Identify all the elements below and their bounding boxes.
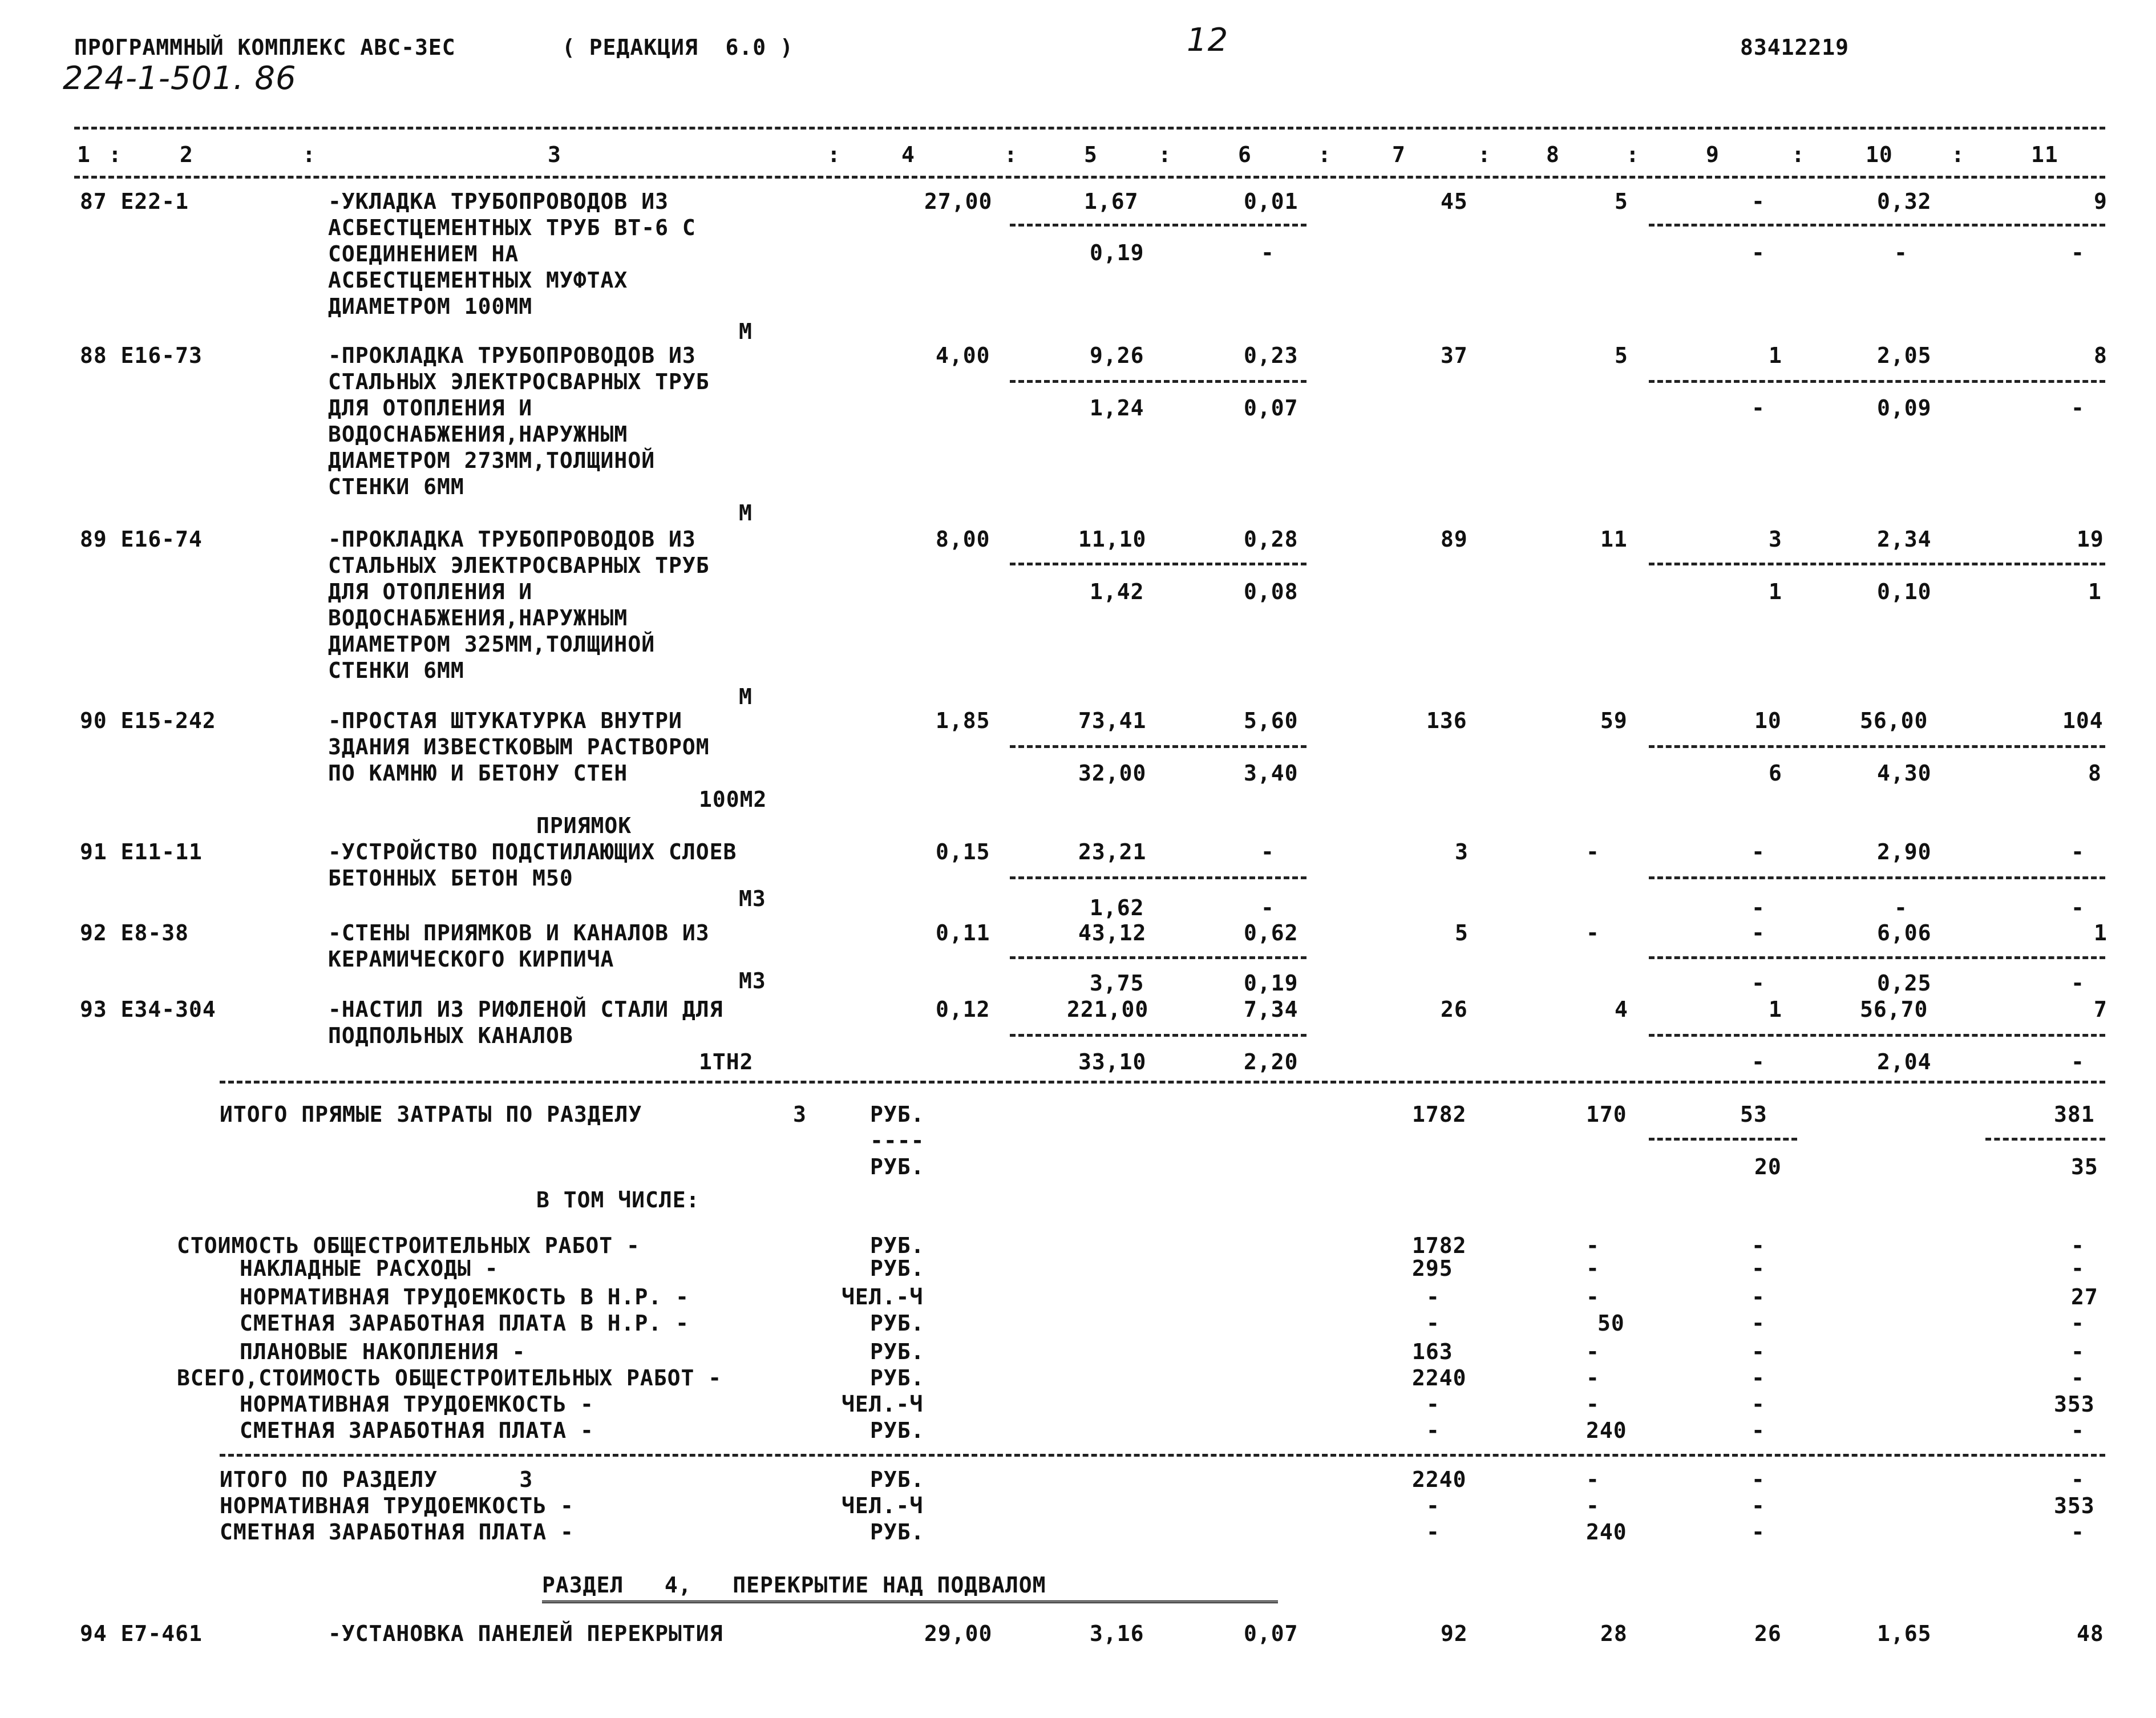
cost-machines-sub: -: [1752, 395, 1765, 421]
unit: 100М2: [699, 787, 767, 812]
subsection-title: ПРИЯМОК: [536, 813, 632, 838]
row-description: ЗДАНИЯ ИЗВЕСТКОВЫМ РАСТВОРОМ: [328, 734, 710, 759]
row-number: 90 Е15-242: [80, 708, 216, 733]
col-sep: :: [1158, 142, 1172, 167]
cell-rule: [1649, 1034, 2105, 1037]
price-machines: 0,01: [1244, 189, 1299, 214]
cost-machines: -: [1752, 1233, 1765, 1258]
labor-total-sub: -: [2071, 240, 2085, 265]
row-description: -ПРОСТАЯ ШТУКАТУРКА ВНУТРИ: [328, 708, 682, 733]
cost-total: 2240: [1412, 1467, 1467, 1492]
cost-label: НОРМАТИВНАЯ ТРУДОЕМКОСТЬ В Н.Р. -: [240, 1284, 689, 1309]
price-machines: 5,60: [1244, 708, 1299, 733]
cost-label: ПЛАНОВЫЕ НАКОПЛЕНИЯ -: [240, 1339, 526, 1364]
cost-total: -: [1426, 1418, 1440, 1443]
cost-total: 37: [1441, 343, 1468, 368]
labor-sub: 0,10: [1877, 579, 1932, 604]
cost-machines: 53: [1740, 1102, 1767, 1127]
labor-sub: 4,30: [1877, 761, 1932, 786]
price-machines: 7,34: [1244, 997, 1299, 1022]
row-description: -УСТАНОВКА ПАНЕЛЕЙ ПЕРЕКРЫТИЯ: [328, 1621, 723, 1646]
unit: М: [739, 500, 753, 525]
cost-wages: 4: [1615, 997, 1628, 1022]
cost-total: 89: [1441, 527, 1468, 552]
cell-rule: [1010, 745, 1306, 748]
cost-wages: -: [1586, 1339, 1600, 1364]
cost-total: 1782: [1412, 1233, 1467, 1258]
program-name: ПРОГРАММНЫЙ КОМПЛЕКС АВС-ЗЕС: [74, 35, 456, 60]
quantity: 8,00: [936, 527, 990, 552]
labor-total-sub: -: [2071, 395, 2085, 421]
row-description: -ПРОКЛАДКА ТРУБОПРОВОДОВ ИЗ: [328, 343, 696, 368]
labor: 2,05: [1877, 343, 1932, 368]
cost-wages: -: [1586, 1467, 1600, 1492]
price-machines-sub: -: [1261, 240, 1275, 265]
cell-rule: [1010, 563, 1306, 565]
labor-total: 19: [2077, 527, 2104, 552]
cell-rule: [1010, 380, 1306, 383]
col-5: 5: [1084, 142, 1098, 167]
price-total: 73,41: [1078, 708, 1147, 733]
labor-total: -: [2071, 1233, 2085, 1258]
row-description: БЕТОННЫХ БЕТОН М50: [328, 866, 573, 891]
labor-total-sub: 1: [2088, 579, 2102, 604]
row-number: 89 Е16-74: [80, 527, 203, 552]
labor-total: 27: [2071, 1284, 2098, 1309]
row-description: ДЛЯ ОТОПЛЕНИЯ И: [328, 395, 533, 421]
cost-machines: -: [1752, 1392, 1765, 1417]
unit: М3: [739, 886, 766, 911]
cost-machines: -: [1752, 189, 1765, 214]
labor-sub: 0,25: [1877, 971, 1932, 996]
cost-machines: -: [1752, 1256, 1765, 1281]
cost-label: НОРМАТИВНАЯ ТРУДОЕМКОСТЬ -: [240, 1392, 594, 1417]
cell-rule: [1010, 956, 1306, 959]
cost-machines: -: [1752, 1284, 1765, 1309]
col-10: 10: [1866, 142, 1893, 167]
cost-machines: 10: [1754, 708, 1782, 733]
labor-sub: 0,09: [1877, 395, 1932, 421]
cost-label: СТОИМОСТЬ ОБЩЕСТРОИТЕЛЬНЫХ РАБОТ -: [177, 1233, 640, 1258]
row-description: ВОДОСНАБЖЕНИЯ,НАРУЖНЫМ: [328, 422, 628, 447]
labor-total-sub: -: [2071, 895, 2085, 920]
row-description: СТАЛЬНЫХ ЭЛЕКТРОСВАРНЫХ ТРУБ: [328, 369, 710, 394]
col-2: 2: [180, 142, 193, 167]
labor-total-sub: -: [2071, 1049, 2085, 1074]
row-number: 92 Е8-38: [80, 920, 189, 945]
cost-label: ВСЕГО,СТОИМОСТЬ ОБЩЕСТРОИТЕЛЬНЫХ РАБОТ -: [177, 1365, 722, 1390]
price-total-sub: 1,62: [1090, 895, 1144, 920]
row-number: 88 Е16-73: [80, 343, 203, 368]
labor-total: -: [2071, 839, 2085, 864]
price-total-sub: 1,42: [1090, 579, 1144, 604]
cost-machines-sub: -: [1752, 971, 1765, 996]
price-machines: 0,07: [1244, 1621, 1299, 1646]
price-total: 11,10: [1078, 527, 1147, 552]
row-description: ДИАМЕТРОМ 273ММ,ТОЛЩИНОЙ: [328, 448, 656, 473]
col-7: 7: [1392, 142, 1406, 167]
price-machines-sub: 2,20: [1244, 1049, 1299, 1074]
labor-total: 7: [2094, 997, 2108, 1022]
price-machines-sub: 0,19: [1244, 971, 1299, 996]
cell-rule: [1649, 224, 2105, 227]
cell-rule: [1649, 563, 2105, 565]
labor: 2,90: [1877, 839, 1932, 864]
cost-label: СМЕТНАЯ ЗАРАБОТНАЯ ПЛАТА -: [240, 1418, 594, 1443]
unit: ЧЕЛ.-Ч: [842, 1284, 924, 1309]
row-description: ПО КАМНЮ И БЕТОНУ СТЕН: [328, 761, 628, 786]
cost-total: -: [1426, 1519, 1440, 1545]
price-machines-sub: 3,40: [1244, 761, 1299, 786]
labor-total: 353: [2054, 1493, 2095, 1518]
price-machines-sub: 0,08: [1244, 579, 1299, 604]
col-4: 4: [901, 142, 915, 167]
quantity: 0,11: [936, 920, 990, 945]
labor-total: 381: [2054, 1102, 2095, 1127]
cost-label: НАКЛАДНЫЕ РАСХОДЫ -: [240, 1256, 499, 1281]
row-description: -УСТРОЙСТВО ПОДСТИЛАЮЩИХ СЛОЕВ: [328, 839, 737, 864]
unit: ЧЕЛ.-Ч: [842, 1392, 924, 1417]
labor-total: -: [2071, 1418, 2085, 1443]
labor-total-sub: -: [2071, 971, 2085, 996]
section-heading: РАЗДЕЛ 4, ПЕРЕКРЫТИЕ НАД ПОДВАЛОМ: [542, 1573, 1046, 1598]
cost-machines-sub: 20: [1754, 1154, 1782, 1179]
labor-total: -: [2071, 1256, 2085, 1281]
col-sep: :: [302, 142, 316, 167]
cell-rule: [1649, 745, 2105, 748]
cost-wages: -: [1586, 1365, 1600, 1390]
unit: РУБ.: [870, 1339, 925, 1364]
unit: РУБ.: [870, 1519, 925, 1545]
unit: РУБ.: [870, 1365, 925, 1390]
cost-wages: 59: [1600, 708, 1628, 733]
cell-rule: [1649, 876, 2105, 879]
labor-total: 9: [2094, 189, 2108, 214]
col-9: 9: [1706, 142, 1720, 167]
labor-total: 48: [2077, 1621, 2104, 1646]
cost-total: 295: [1412, 1256, 1453, 1281]
col-8: 8: [1546, 142, 1560, 167]
unit: РУБ.: [870, 1233, 925, 1258]
price-machines: 0,28: [1244, 527, 1299, 552]
row-description: СТАЛЬНЫХ ЭЛЕКТРОСВАРНЫХ ТРУБ: [328, 553, 710, 578]
price-total-sub: 3,75: [1090, 971, 1144, 996]
cost-total: 92: [1441, 1621, 1468, 1646]
unit: М: [739, 684, 753, 709]
unit: РУБ.: [870, 1154, 925, 1179]
cell-rule: [1010, 1034, 1306, 1037]
labor-sub: 2,04: [1877, 1049, 1932, 1074]
col-sep: :: [1478, 142, 1491, 167]
cost-machines: 3: [1769, 527, 1782, 552]
cost-total: -: [1426, 1493, 1440, 1518]
cost-wages: -: [1586, 1392, 1600, 1417]
row-description: КЕРАМИЧЕСКОГО КИРПИЧА: [328, 947, 614, 972]
cost-wages: -: [1586, 1256, 1600, 1281]
cost-wages: 240: [1586, 1519, 1627, 1545]
cost-wages: -: [1586, 1233, 1600, 1258]
row-number: 94 Е7-461: [80, 1621, 203, 1646]
quantity: 0,12: [936, 997, 990, 1022]
final-label: НОРМАТИВНАЯ ТРУДОЕМКОСТЬ -: [220, 1493, 574, 1518]
cost-total: -: [1426, 1284, 1440, 1309]
unit: М: [739, 319, 753, 344]
row-description: ДЛЯ ОТОПЛЕНИЯ И: [328, 579, 533, 604]
labor: 0,32: [1877, 189, 1932, 214]
section-total-rule: [220, 1081, 2105, 1084]
cost-machines-sub: -: [1752, 895, 1765, 920]
unit-separator: ----: [870, 1128, 925, 1153]
cell-rule: [1649, 956, 2105, 959]
row-description: -СТЕНЫ ПРИЯМКОВ И КАНАЛОВ ИЗ: [328, 920, 710, 945]
col-sep: :: [108, 142, 122, 167]
row-number: 93 Е34-304: [80, 997, 216, 1022]
price-machines: 0,23: [1244, 343, 1299, 368]
labor-sub: -: [1894, 240, 1908, 265]
price-machines-sub: -: [1261, 895, 1275, 920]
unit: РУБ.: [870, 1102, 925, 1127]
row-description: СТЕНКИ 6ММ: [328, 658, 464, 683]
unit: РУБ.: [870, 1418, 925, 1443]
labor-total: -: [2071, 1519, 2085, 1545]
cost-machines: -: [1752, 1418, 1765, 1443]
quantity: 4,00: [936, 343, 990, 368]
cost-total: 26: [1441, 997, 1468, 1022]
price-total: 3,16: [1090, 1621, 1144, 1646]
cost-machines: -: [1752, 1519, 1765, 1545]
cost-wages: 50: [1597, 1311, 1625, 1336]
cell-rule: [1649, 380, 2105, 383]
cost-total: 163: [1412, 1339, 1453, 1364]
col-3: 3: [548, 142, 561, 167]
labor-total: -: [2071, 1339, 2085, 1364]
cost-total: 45: [1441, 189, 1468, 214]
cost-wages: -: [1586, 1493, 1600, 1518]
cost-machines: -: [1752, 839, 1765, 864]
section-final-rule: [220, 1454, 2105, 1457]
cost-machines: 1: [1769, 997, 1782, 1022]
cost-total: -: [1426, 1392, 1440, 1417]
labor-total: 353: [2054, 1392, 2095, 1417]
col-sep: :: [1791, 142, 1805, 167]
row-description: -НАСТИЛ ИЗ РИФЛЕНОЙ СТАЛИ ДЛЯ: [328, 997, 723, 1022]
cost-total: 2240: [1412, 1365, 1467, 1390]
row-description: АСБЕСТЦЕМЕНТНЫХ ТРУБ ВТ-6 С: [328, 215, 696, 240]
labor-total: -: [2071, 1365, 2085, 1390]
cost-wages: 5: [1615, 189, 1628, 214]
price-total-sub: 0,19: [1090, 240, 1144, 265]
cost-wages: 170: [1586, 1102, 1627, 1127]
row-description: СОЕДИНЕНИЕМ НА: [328, 241, 519, 266]
row-description: -ПРОКЛАДКА ТРУБОПРОВОДОВ ИЗ: [328, 527, 696, 552]
cost-label: СМЕТНАЯ ЗАРАБОТНАЯ ПЛАТА В Н.Р. -: [240, 1311, 689, 1336]
col-sep: :: [1626, 142, 1640, 167]
edition-label: ( РЕДАКЦИЯ 6.0 ): [562, 35, 794, 60]
cell-rule: [1010, 224, 1306, 227]
cost-wages: 240: [1586, 1418, 1627, 1443]
row-number: 91 Е11-11: [80, 839, 203, 864]
unit: РУБ.: [870, 1467, 925, 1492]
price-machines: 0,62: [1244, 920, 1299, 945]
section-number: 3: [793, 1102, 807, 1127]
quantity: 1,85: [936, 708, 990, 733]
row-description: ДИАМЕТРОМ 325ММ,ТОЛЩИНОЙ: [328, 632, 656, 657]
price-total: 23,21: [1078, 839, 1147, 864]
labor-total: 104: [2062, 708, 2104, 733]
cost-machines: 26: [1754, 1621, 1782, 1646]
labor: 6,06: [1877, 920, 1932, 945]
labor-total: -: [2071, 1311, 2085, 1336]
cost-machines: 1: [1769, 343, 1782, 368]
quantity: 27,00: [924, 189, 993, 214]
cell-rule: [1010, 876, 1306, 879]
final-label: СМЕТНАЯ ЗАРАБОТНАЯ ПЛАТА -: [220, 1519, 574, 1545]
labor: 2,34: [1877, 527, 1932, 552]
document-code: 83412219: [1740, 35, 1850, 60]
price-total: 1,67: [1084, 189, 1139, 214]
price-machines: -: [1261, 839, 1275, 864]
row-description: ВОДОСНАБЖЕНИЯ,НАРУЖНЫМ: [328, 605, 628, 630]
quantity: 0,15: [936, 839, 990, 864]
row-description: ДИАМЕТРОМ 100ММ: [328, 294, 533, 319]
row-description: -УКЛАДКА ТРУБОПРОВОДОВ ИЗ: [328, 189, 669, 214]
page-number: 12: [1187, 22, 1229, 59]
cost-machines-sub: 1: [1769, 579, 1782, 604]
project-number: 224-1-501. 86: [63, 60, 297, 97]
labor-total-sub: 35: [2071, 1154, 2098, 1179]
total-label: ИТОГО ПРЯМЫЕ ЗАТРАТЫ ПО РАЗДЕЛУ: [220, 1102, 642, 1127]
cost-wages: 28: [1600, 1621, 1628, 1646]
labor-total: 8: [2094, 343, 2108, 368]
row-description: АСБЕСТЦЕМЕНТНЫХ МУФТАХ: [328, 268, 628, 293]
cost-total: 3: [1455, 839, 1469, 864]
cost-wages: 11: [1600, 527, 1628, 552]
row-description: СТЕНКИ 6ММ: [328, 474, 464, 499]
section-heading-underline: [542, 1600, 1278, 1603]
price-machines-sub: 0,07: [1244, 395, 1299, 421]
row-description: ПОДПОЛЬНЫХ КАНАЛОВ: [328, 1023, 573, 1048]
cost-total: -: [1426, 1311, 1440, 1336]
row-number: 87 Е22-1: [80, 189, 189, 214]
labor-total: 1: [2094, 920, 2108, 945]
unit: М3: [739, 968, 766, 993]
including-heading: В ТОМ ЧИСЛЕ:: [536, 1187, 700, 1212]
cost-total: 1782: [1412, 1102, 1467, 1127]
price-total: 221,00: [1067, 997, 1149, 1022]
table-top-rule: [74, 127, 2105, 130]
unit: РУБ.: [870, 1256, 925, 1281]
cell-rule: [1649, 1138, 1797, 1141]
col-sep: :: [1004, 142, 1018, 167]
labor-total-sub: 8: [2088, 761, 2102, 786]
cost-wages: 5: [1615, 343, 1628, 368]
cost-total: 136: [1426, 708, 1467, 733]
labor: 56,70: [1860, 997, 1928, 1022]
cost-machines: -: [1752, 1467, 1765, 1492]
labor-sub: -: [1894, 895, 1908, 920]
labor-total: -: [2071, 1467, 2085, 1492]
cost-wages: -: [1586, 920, 1600, 945]
final-label: ИТОГО ПО РАЗДЕЛУ 3: [220, 1467, 533, 1492]
cost-machines-sub: -: [1752, 1049, 1765, 1074]
cost-machines: -: [1752, 1311, 1765, 1336]
table-header-rule: [74, 176, 2105, 179]
price-total-sub: 1,24: [1090, 395, 1144, 421]
quantity: 29,00: [924, 1621, 993, 1646]
col-sep: :: [1318, 142, 1332, 167]
col-sep: :: [1951, 142, 1965, 167]
cost-total: 5: [1455, 920, 1469, 945]
cost-machines-sub: -: [1752, 240, 1765, 265]
price-total-sub: 33,10: [1078, 1049, 1147, 1074]
labor: 1,65: [1877, 1621, 1932, 1646]
price-total-sub: 32,00: [1078, 761, 1147, 786]
price-total: 43,12: [1078, 920, 1147, 945]
unit: РУБ.: [870, 1311, 925, 1336]
unit: ЧЕЛ.-Ч: [842, 1493, 924, 1518]
cell-rule: [1985, 1138, 2105, 1141]
labor: 56,00: [1860, 708, 1928, 733]
price-total: 9,26: [1090, 343, 1144, 368]
cost-machines: -: [1752, 1493, 1765, 1518]
col-11: 11: [2031, 142, 2058, 167]
cost-machines-sub: 6: [1769, 761, 1782, 786]
cost-wages: -: [1586, 1284, 1600, 1309]
col-sep: :: [827, 142, 841, 167]
cost-wages: -: [1586, 839, 1600, 864]
col-1: 1: [77, 142, 91, 167]
cost-machines: -: [1752, 1365, 1765, 1390]
col-6: 6: [1238, 142, 1252, 167]
unit: 1ТН2: [699, 1049, 754, 1074]
cost-machines: -: [1752, 920, 1765, 945]
cost-machines: -: [1752, 1339, 1765, 1364]
